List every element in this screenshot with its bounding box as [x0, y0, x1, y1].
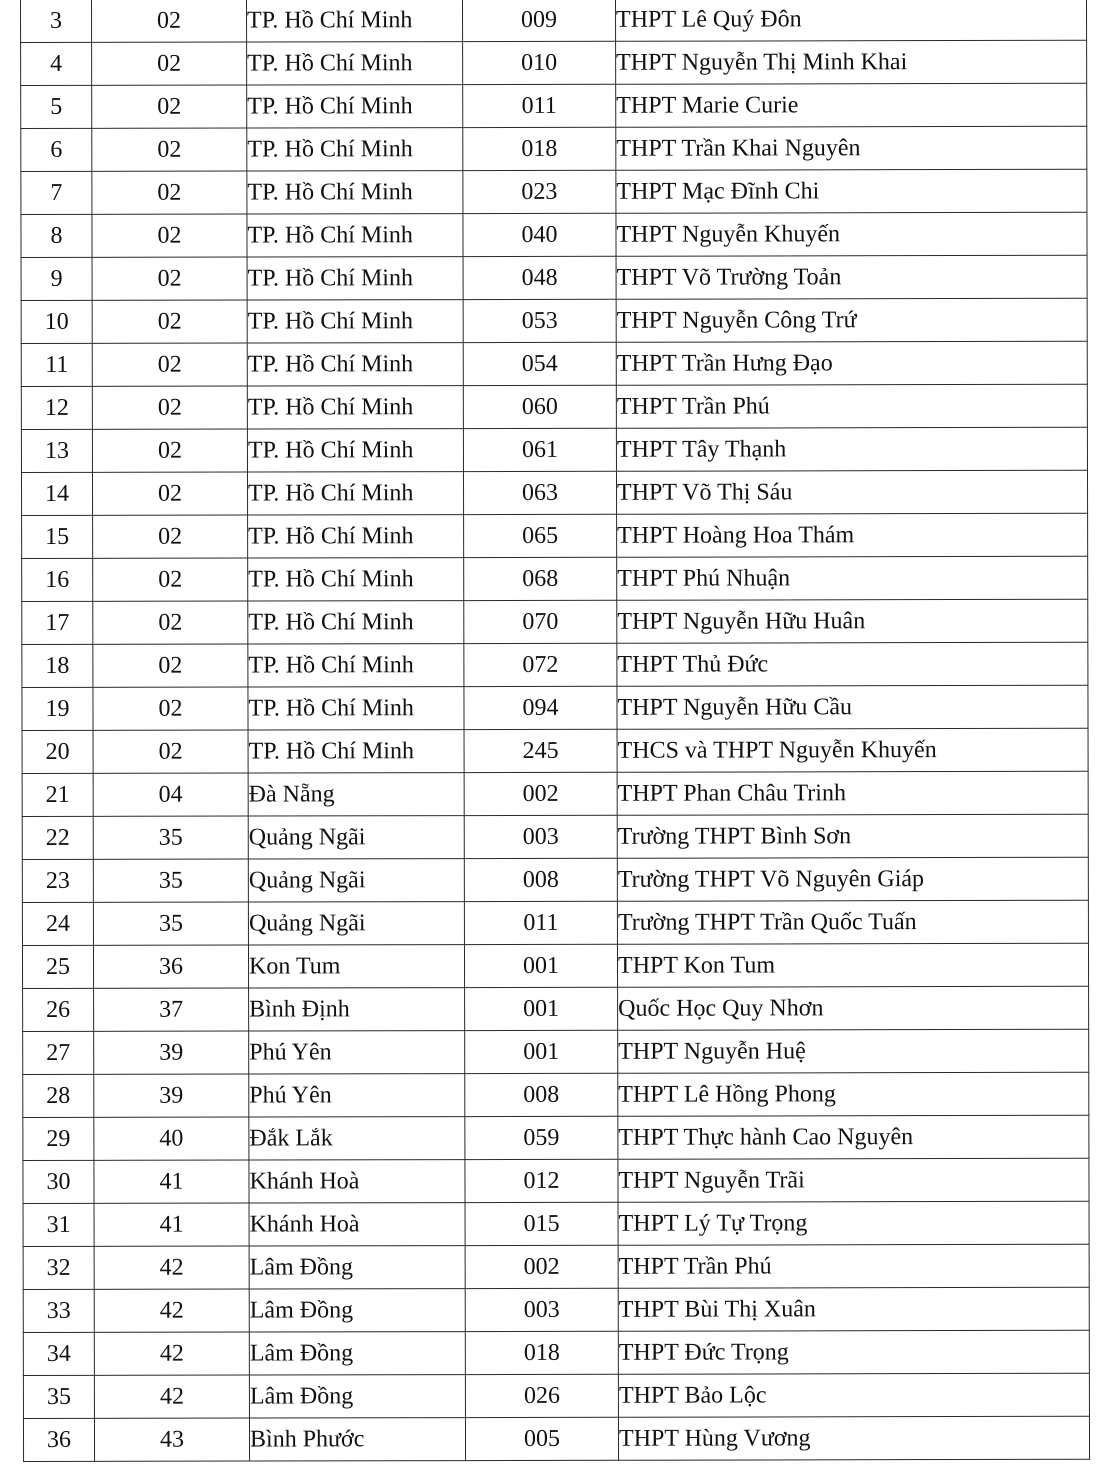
- school-name-cell: THPT Võ Trường Toản: [616, 255, 1087, 299]
- row-number-cell: 24: [22, 902, 93, 945]
- province-name-cell: Quảng Ngãi: [248, 859, 464, 902]
- school-code-cell: 040: [463, 213, 616, 256]
- table-row: [22, 814, 1088, 859]
- province-name-cell: TP. Hồ Chí Minh: [247, 472, 463, 515]
- province-code-cell: 02: [92, 171, 247, 214]
- table-row: [22, 513, 1088, 558]
- school-code-cell: 026: [465, 1374, 618, 1417]
- row-number-cell: 22: [22, 816, 93, 859]
- table-row: [22, 728, 1088, 773]
- province-name-cell: TP. Hồ Chí Minh: [247, 343, 463, 386]
- table-row: [21, 341, 1087, 386]
- row-number-cell: 36: [23, 1418, 94, 1461]
- row-number-cell: 21: [22, 773, 93, 816]
- school-name-cell: THPT Marie Curie: [616, 83, 1087, 127]
- province-code-cell: 35: [93, 902, 248, 945]
- school-code-cell: 003: [465, 1288, 618, 1331]
- row-number-cell: 25: [22, 945, 93, 988]
- province-name-cell: Quảng Ngãi: [248, 816, 464, 859]
- row-number-cell: 14: [21, 472, 92, 515]
- table-row: [22, 943, 1088, 988]
- school-name-cell: THPT Thủ Đức: [617, 642, 1088, 686]
- school-list-table: [20, 0, 1090, 1462]
- school-name-cell: THPT Trần Hưng Đạo: [616, 341, 1087, 385]
- province-code-cell: 02: [93, 687, 248, 730]
- province-code-cell: 02: [92, 429, 247, 472]
- school-code-cell: 060: [463, 385, 616, 428]
- row-number-cell: 30: [23, 1160, 94, 1203]
- province-code-cell: 41: [94, 1203, 249, 1246]
- province-name-cell: TP. Hồ Chí Minh: [247, 257, 463, 300]
- province-name-cell: TP. Hồ Chí Minh: [248, 687, 464, 730]
- school-code-cell: 070: [464, 600, 617, 643]
- row-number-cell: 11: [21, 343, 92, 386]
- school-code-cell: 023: [463, 170, 616, 213]
- school-name-cell: THPT Hoàng Hoa Thám: [617, 513, 1088, 557]
- province-name-cell: Bình Định: [249, 988, 465, 1031]
- table-row: [22, 857, 1088, 902]
- school-name-cell: Trường THPT Trần Quốc Tuấn: [617, 900, 1088, 944]
- table-row: [23, 1330, 1089, 1375]
- table-row: [22, 642, 1088, 687]
- province-name-cell: Lâm Đồng: [249, 1289, 465, 1332]
- province-name-cell: Khánh Hoà: [249, 1203, 465, 1246]
- row-number-cell: 20: [22, 730, 93, 773]
- table-row: [22, 771, 1088, 816]
- province-name-cell: Lâm Đồng: [249, 1332, 465, 1375]
- school-code-cell: 065: [464, 514, 617, 557]
- table-row: [23, 1072, 1089, 1117]
- school-name-cell: THPT Kon Tum: [617, 943, 1088, 987]
- province-code-cell: 02: [92, 386, 247, 429]
- school-code-cell: 002: [464, 772, 617, 815]
- province-name-cell: TP. Hồ Chí Minh: [248, 601, 464, 644]
- province-name-cell: TP. Hồ Chí Minh: [247, 42, 463, 85]
- province-code-cell: 40: [94, 1117, 249, 1160]
- row-number-cell: 27: [23, 1031, 94, 1074]
- province-code-cell: 02: [92, 85, 247, 128]
- school-name-cell: THPT Nguyễn Khuyến: [616, 212, 1087, 256]
- province-code-cell: 02: [92, 343, 247, 386]
- row-number-cell: 19: [22, 687, 93, 730]
- row-number-cell: 29: [23, 1117, 94, 1160]
- row-number-cell: 35: [23, 1375, 94, 1418]
- school-code-cell: 002: [465, 1245, 618, 1288]
- school-code-cell: 009: [462, 0, 615, 42]
- school-code-cell: 003: [464, 815, 617, 858]
- school-code-cell: 001: [465, 987, 618, 1030]
- province-code-cell: 02: [93, 558, 248, 601]
- row-number-cell: 33: [23, 1289, 94, 1332]
- province-code-cell: 02: [93, 730, 248, 773]
- school-name-cell: THPT Phú Nhuận: [617, 556, 1088, 600]
- province-name-cell: TP. Hồ Chí Minh: [248, 730, 464, 773]
- table-row: [23, 986, 1089, 1031]
- school-code-cell: 012: [465, 1159, 618, 1202]
- province-name-cell: Lâm Đồng: [249, 1246, 465, 1289]
- school-name-cell: THPT Nguyễn Huệ: [618, 1029, 1089, 1073]
- row-number-cell: 34: [23, 1332, 94, 1375]
- province-code-cell: 42: [94, 1246, 249, 1289]
- school-name-cell: THCS và THPT Nguyễn Khuyến: [617, 728, 1088, 772]
- school-name-cell: THPT Trần Khai Nguyên: [616, 126, 1087, 170]
- row-number-cell: 13: [21, 429, 92, 472]
- province-name-cell: Phú Yên: [249, 1074, 465, 1117]
- school-code-cell: 063: [463, 471, 616, 514]
- table-row: [21, 255, 1087, 300]
- province-code-cell: 36: [93, 945, 248, 988]
- table-row: [21, 40, 1087, 85]
- school-name-cell: THPT Bùi Thị Xuân: [618, 1287, 1089, 1331]
- school-name-cell: THPT Võ Thị Sáu: [616, 470, 1087, 514]
- school-name-cell: Trường THPT Võ Nguyên Giáp: [617, 857, 1088, 901]
- row-number-cell: 10: [21, 300, 92, 343]
- school-list-body: [20, 0, 1089, 1461]
- school-code-cell: 010: [463, 41, 616, 84]
- row-number-cell: 16: [22, 558, 93, 601]
- school-name-cell: THPT Trần Phú: [616, 384, 1087, 428]
- province-name-cell: TP. Hồ Chí Minh: [247, 214, 463, 257]
- table-row: [22, 900, 1088, 945]
- school-code-cell: 054: [463, 342, 616, 385]
- province-name-cell: TP. Hồ Chí Minh: [247, 128, 463, 171]
- province-name-cell: Đắk Lắk: [249, 1117, 465, 1160]
- school-name-cell: THPT Nguyễn Hữu Huân: [617, 599, 1088, 643]
- row-number-cell: 9: [21, 257, 92, 300]
- school-code-cell: 018: [465, 1331, 618, 1374]
- province-code-cell: 39: [94, 1074, 249, 1117]
- row-number-cell: 15: [22, 515, 93, 558]
- school-code-cell: 008: [465, 1073, 618, 1116]
- school-code-cell: 245: [464, 729, 617, 772]
- school-name-cell: THPT Lê Quý Đôn: [615, 0, 1086, 41]
- row-number-cell: 12: [21, 386, 92, 429]
- table-row: [23, 1158, 1089, 1203]
- school-name-cell: THPT Lý Tự Trọng: [618, 1201, 1089, 1245]
- school-name-cell: THPT Nguyễn Thị Minh Khai: [616, 40, 1087, 84]
- table-row: [21, 470, 1087, 515]
- province-name-cell: Khánh Hoà: [249, 1160, 465, 1203]
- province-code-cell: 02: [92, 257, 247, 300]
- province-code-cell: 02: [92, 42, 247, 85]
- school-name-cell: THPT Nguyễn Hữu Cầu: [617, 685, 1088, 729]
- table-row: [21, 212, 1087, 257]
- school-name-cell: THPT Thực hành Cao Nguyên: [618, 1115, 1089, 1159]
- school-name-cell: THPT Đức Trọng: [618, 1330, 1089, 1374]
- province-name-cell: Kon Tum: [248, 945, 464, 988]
- row-number-cell: 26: [23, 988, 94, 1031]
- table-row: [23, 1373, 1089, 1418]
- row-number-cell: 18: [22, 644, 93, 687]
- school-code-cell: 094: [464, 686, 617, 729]
- table-row: [22, 556, 1088, 601]
- table-row: [21, 126, 1087, 171]
- school-code-cell: 015: [465, 1202, 618, 1245]
- province-code-cell: 41: [94, 1160, 249, 1203]
- province-name-cell: TP. Hồ Chí Minh: [247, 429, 463, 472]
- table-row: [20, 0, 1086, 42]
- province-code-cell: 02: [92, 472, 247, 515]
- row-number-cell: 7: [21, 171, 92, 214]
- province-name-cell: TP. Hồ Chí Minh: [248, 558, 464, 601]
- school-name-cell: Trường THPT Bình Sơn: [617, 814, 1088, 858]
- school-name-cell: THPT Hùng Vương: [618, 1416, 1089, 1460]
- school-code-cell: 011: [464, 901, 617, 944]
- school-name-cell: THPT Nguyễn Trãi: [618, 1158, 1089, 1202]
- province-code-cell: 37: [94, 988, 249, 1031]
- row-number-cell: 6: [21, 128, 92, 171]
- province-code-cell: 02: [92, 300, 247, 343]
- table-row: [21, 83, 1087, 128]
- table-row: [23, 1115, 1089, 1160]
- school-name-cell: THPT Tây Thạnh: [616, 427, 1087, 471]
- table-row: [23, 1416, 1089, 1461]
- table-row: [23, 1287, 1089, 1332]
- province-name-cell: Phú Yên: [249, 1031, 465, 1074]
- school-name-cell: Quốc Học Quy Nhơn: [618, 986, 1089, 1030]
- school-code-cell: 011: [463, 84, 616, 127]
- province-code-cell: 02: [92, 128, 247, 171]
- school-code-cell: 072: [464, 643, 617, 686]
- row-number-cell: 5: [21, 85, 92, 128]
- school-code-cell: 008: [464, 858, 617, 901]
- table-row: [23, 1244, 1089, 1289]
- province-code-cell: 02: [91, 0, 246, 42]
- province-name-cell: Đà Nẵng: [248, 773, 464, 816]
- province-code-cell: 04: [93, 773, 248, 816]
- province-name-cell: TP. Hồ Chí Minh: [248, 644, 464, 687]
- province-name-cell: TP. Hồ Chí Minh: [247, 171, 463, 214]
- row-number-cell: 32: [23, 1246, 94, 1289]
- school-code-cell: 005: [465, 1417, 618, 1460]
- school-code-cell: 053: [463, 299, 616, 342]
- school-name-cell: THPT Lê Hồng Phong: [618, 1072, 1089, 1116]
- school-code-cell: 048: [463, 256, 616, 299]
- table-row: [22, 599, 1088, 644]
- school-code-cell: 001: [464, 944, 617, 987]
- province-code-cell: 43: [94, 1418, 249, 1461]
- school-name-cell: THPT Bảo Lộc: [618, 1373, 1089, 1417]
- school-name-cell: THPT Mạc Đĩnh Chi: [616, 169, 1087, 213]
- province-code-cell: 02: [93, 644, 248, 687]
- province-code-cell: 42: [94, 1375, 249, 1418]
- province-name-cell: TP. Hồ Chí Minh: [246, 0, 462, 42]
- row-number-cell: 31: [23, 1203, 94, 1246]
- province-name-cell: Lâm Đồng: [249, 1375, 465, 1418]
- province-name-cell: Quảng Ngãi: [248, 902, 464, 945]
- table-row: [21, 384, 1087, 429]
- row-number-cell: 4: [21, 42, 92, 85]
- row-number-cell: 3: [20, 0, 91, 42]
- school-code-cell: 001: [465, 1030, 618, 1073]
- province-name-cell: TP. Hồ Chí Minh: [247, 85, 463, 128]
- table-row: [21, 298, 1087, 343]
- table-row: [22, 685, 1088, 730]
- school-name-cell: THPT Nguyễn Công Trứ: [616, 298, 1087, 342]
- province-name-cell: Bình Phước: [249, 1418, 465, 1461]
- table-row: [21, 169, 1087, 214]
- table-row: [23, 1201, 1089, 1246]
- province-code-cell: 42: [94, 1289, 249, 1332]
- row-number-cell: 17: [22, 601, 93, 644]
- province-code-cell: 39: [94, 1031, 249, 1074]
- row-number-cell: 8: [21, 214, 92, 257]
- school-code-cell: 068: [464, 557, 617, 600]
- row-number-cell: 23: [22, 859, 93, 902]
- school-code-cell: 061: [463, 428, 616, 471]
- province-code-cell: 42: [94, 1332, 249, 1375]
- province-code-cell: 02: [93, 601, 248, 644]
- school-code-cell: 018: [463, 127, 616, 170]
- school-code-cell: 059: [465, 1116, 618, 1159]
- school-name-cell: THPT Phan Châu Trinh: [617, 771, 1088, 815]
- school-name-cell: THPT Trần Phú: [618, 1244, 1089, 1288]
- province-code-cell: 35: [93, 859, 248, 902]
- table-row: [23, 1029, 1089, 1074]
- row-number-cell: 28: [23, 1074, 94, 1117]
- province-name-cell: TP. Hồ Chí Minh: [247, 386, 463, 429]
- province-code-cell: 35: [93, 816, 248, 859]
- table-row: [21, 427, 1087, 472]
- province-name-cell: TP. Hồ Chí Minh: [247, 300, 463, 343]
- province-name-cell: TP. Hồ Chí Minh: [248, 515, 464, 558]
- province-code-cell: 02: [92, 214, 247, 257]
- province-code-cell: 02: [93, 515, 248, 558]
